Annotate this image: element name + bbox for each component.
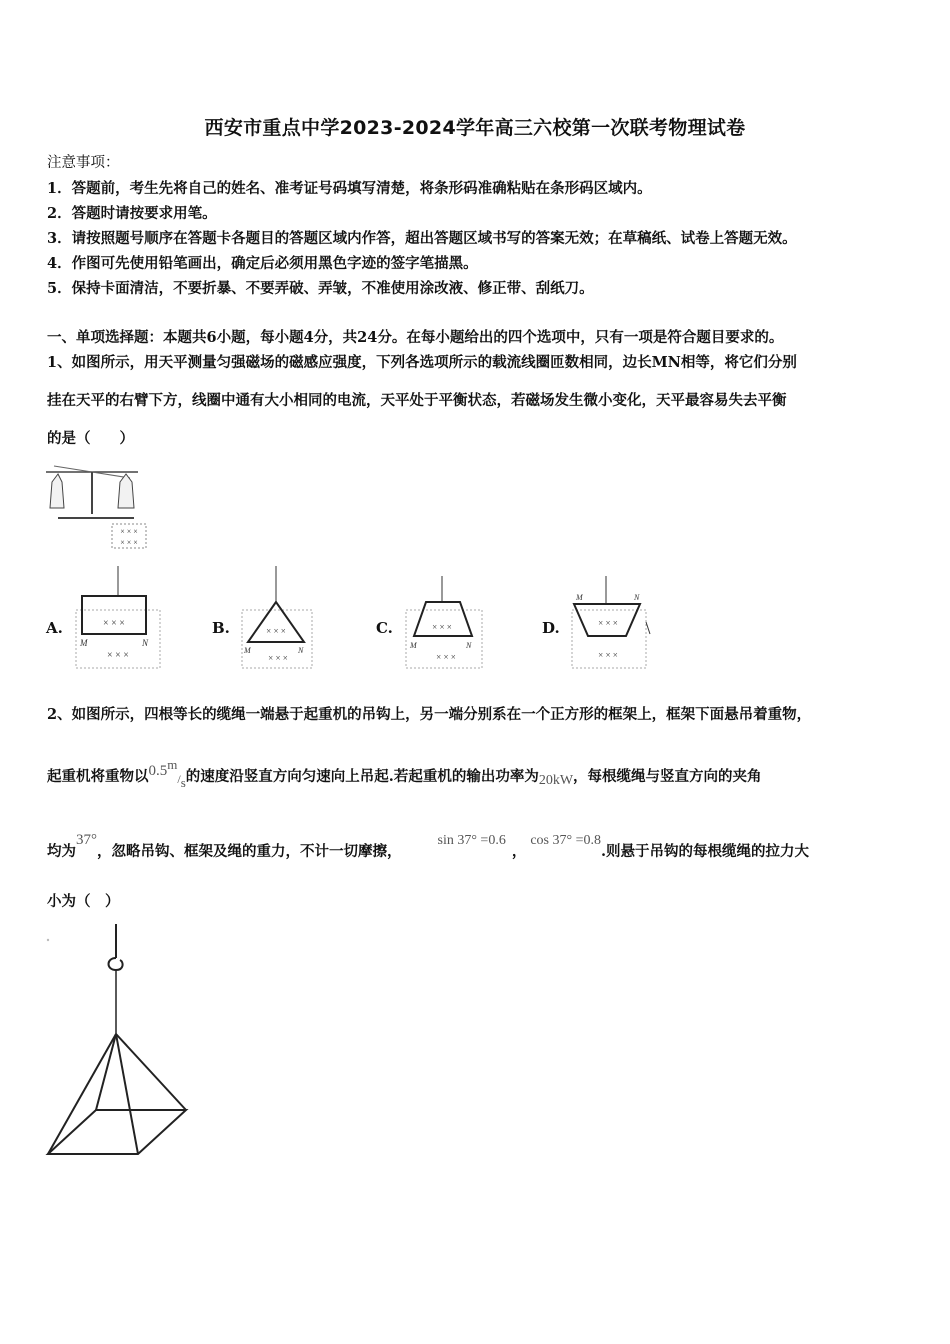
q1-text-line: 的是（ ） <box>47 430 134 447</box>
option-d-label: D. <box>542 619 560 637</box>
section-heading: 一、单项选择题：本题共6小题，每小题4分，共24分。在每小题给出的四个选项中，只有一项是符合题目要求的。 <box>47 329 784 346</box>
cos-value: cos 37° =0.8 <box>530 833 601 848</box>
speed-unit-s: s <box>180 775 186 790</box>
label-n: N <box>634 593 640 602</box>
crane-hook-figure <box>44 920 194 1160</box>
notice-item: 2．答题时请按要求用笔。 <box>47 205 217 222</box>
q1-text-line: 挂在天平的右臂下方，线圈中通有大小相同的电流，天平处于平衡状态，若磁场发生微小变化，天平最容易失去平衡 <box>47 392 787 409</box>
field-crosses: × × × <box>598 618 618 628</box>
speed-unit-m: m <box>167 757 178 772</box>
label-m: M <box>576 593 583 602</box>
field-crosses: × × × <box>107 650 129 661</box>
q2-text-line: 2、如图所示，四根等长的缆绳一端悬于起重机的吊钩上，另一端分别系在一个正方形的框架上，框架下面悬吊着重物， <box>47 706 812 723</box>
q1-text-line: 1、如图所示，用天平测量匀强磁场的磁感应强度，下列各选项所示的载流线圈匝数相同，边长MN相等，将它们分别 <box>47 354 797 371</box>
power-value: 20kW <box>538 773 574 788</box>
q2-text-line-2: 起重机将重物以0.5m/s的速度沿竖直方向匀速向上吊起.若起重机的输出功率为20kW，每根缆绳与竖直方向的夹角 <box>47 757 762 790</box>
field-crosses: × × × <box>598 650 618 660</box>
q2-text-line-4: 小为（ ） <box>47 893 120 910</box>
field-crosses: × × × <box>120 527 138 536</box>
notice-heading: 注意事项： <box>47 155 120 171</box>
notice-item: 5．保持卡面清洁，不要折暴、不要弄破、弄皱，不准使用涂改液、修正带、刮纸刀。 <box>47 280 594 297</box>
option-c-label: C. <box>376 619 393 637</box>
label-n: N <box>466 641 472 650</box>
field-crosses: × × × <box>266 626 286 636</box>
page-title: 西安市重点中学2023-2024学年高三六校第一次联考物理试卷 <box>204 117 746 139</box>
label-n: N <box>298 646 304 655</box>
option-b-figure <box>238 566 316 672</box>
field-crosses: × × × <box>268 653 288 663</box>
label-m: M <box>80 638 88 648</box>
field-crosses: × × × <box>436 652 456 662</box>
angle-value: 37° <box>76 832 97 848</box>
speed-value: 0.5 <box>148 763 168 779</box>
q2-text-line-3: 均为37°，忽略吊钩、框架及绳的重力，不计一切摩擦，sin 37° =0.6，cos 37° =0.8.则悬于吊钩的每根缆绳的拉力大 <box>47 832 810 860</box>
label-m: M <box>410 641 417 650</box>
label-n: N <box>142 638 149 648</box>
field-crosses: × × × <box>432 622 452 632</box>
option-c-figure <box>402 576 486 672</box>
notice-item: 1．答题前，考生先将自己的姓名、准考证号码填写清楚，将条形码准确粘贴在条形码区域内。 <box>47 180 652 197</box>
notice-item: 4．作图可先使用铅笔画出，确定后必须用黑色字迹的签字笔描黑。 <box>47 255 478 272</box>
field-crosses: × × × <box>103 618 125 629</box>
sin-value: sin 37° =0.6 <box>437 833 506 848</box>
option-b-label: B. <box>212 619 230 637</box>
label-m: M <box>244 646 251 655</box>
field-crosses: × × × <box>120 538 138 547</box>
option-a-figure <box>72 566 164 672</box>
notice-item: 3．请按照题号顺序在答题卡各题目的答题区域内作答，超出答题区域书写的答案无效；在草稿纸、试卷上答题无效。 <box>47 230 797 247</box>
balance-figure <box>44 460 154 552</box>
option-d-figure <box>568 576 654 672</box>
option-a-label: A. <box>46 619 63 637</box>
